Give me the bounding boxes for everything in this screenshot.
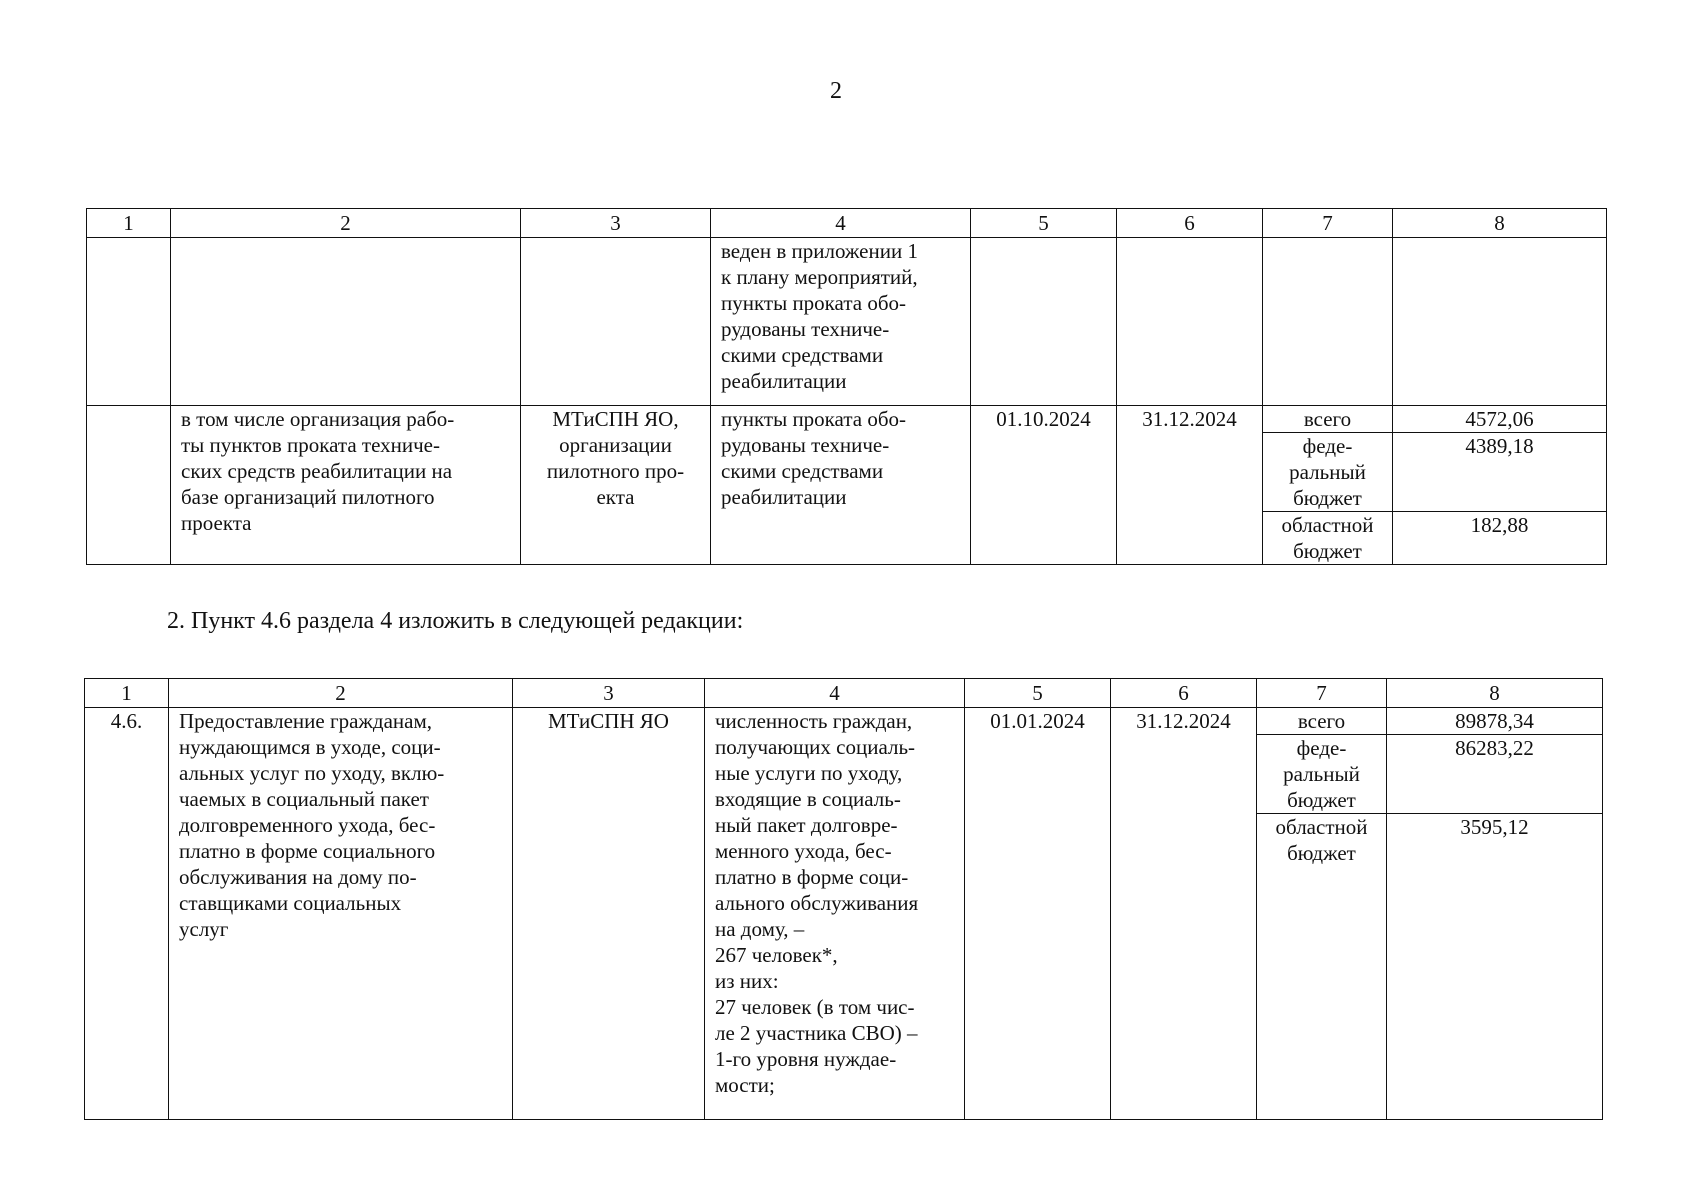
header-cell: 5 [965,679,1111,708]
funding-source: областной бюджет [1275,815,1368,865]
table-row [87,406,1607,565]
executor-text: МТиСПН ЯО, организации пилотного про- екта [546,407,685,509]
header-cell: 8 [1393,209,1607,238]
end-date: 31.12.2024 [1142,407,1237,431]
header-cell: 2 [169,679,513,708]
table-continuation [86,208,1607,565]
table-row-continuation [87,238,1607,406]
header-cell: 1 [87,209,171,238]
header-cell: 3 [521,209,711,238]
header-cell: 7 [1263,209,1393,238]
activity-text: Предоставление гражданам, нуждающимся в уходе, соци- альных услуг по уходу, вклю- чаемых в социальный пакет долговременного ухода, бес- платно в форме социального обслуживания на дому по- ставщиками социальных услуг [179,709,445,941]
funding-amount: 89878,34 [1455,709,1534,733]
end-date: 31.12.2024 [1136,709,1231,733]
amendment-paragraph: 2. Пункт 4.6 раздела 4 изложить в следующей редакции: [167,608,744,634]
header-cell: 2 [171,209,521,238]
start-date: 01.10.2024 [996,407,1091,431]
header-cell: 4 [705,679,965,708]
funding-source: феде- ральный бюджет [1283,736,1360,812]
activity-text: в том числе организация рабо- ты пунктов проката техниче- ских средств реабилитации на базе организаций пилотного проекта [181,407,455,535]
start-date: 01.01.2024 [990,709,1085,733]
table-item-4-6 [84,678,1603,1120]
header-row [87,209,1607,238]
header-cell: 6 [1111,679,1257,708]
funding-source: феде- ральный бюджет [1289,434,1366,510]
header-cell: 4 [711,209,971,238]
funding-amount: 4389,18 [1465,434,1534,458]
funding-amount: 4572,06 [1465,407,1534,431]
table-row [85,708,1603,1120]
funding-amount: 86283,22 [1455,736,1534,760]
header-cell: 7 [1257,679,1387,708]
header-cell: 6 [1117,209,1263,238]
header-cell: 8 [1387,679,1603,708]
item-number: 4.6. [110,709,143,733]
header-row [85,679,1603,708]
result-text: пункты проката обо- рудованы техниче- скими средствами реабилитации [721,407,907,509]
funding-amount: 182,88 [1470,513,1529,537]
page-number: 2 [830,78,842,104]
header-cell: 5 [971,209,1117,238]
result-text: веден в приложении 1 к плану мероприятий, пункты проката обо- рудованы техниче- скими средствами реабилитации [721,239,918,393]
header-cell: 3 [513,679,705,708]
funding-source: областной бюджет [1281,513,1374,563]
funding-amount: 3595,12 [1460,815,1529,839]
header-cell: 1 [85,679,169,708]
executor-text: МТиСПН ЯО [548,709,669,733]
funding-source: всего [1297,709,1346,733]
funding-source: всего [1303,407,1352,431]
result-text: численность граждан, получающих социаль- ные услуги по уходу, входящие в социаль- ный пакет долговре- менного ухода, бес- платно в форме соци- ального обслуживания на дому, – 267 человек*, из них: 27 человек (в том чис- ле 2 участника СВО) – 1-го уровня нуждае- мости; [715,709,919,1097]
